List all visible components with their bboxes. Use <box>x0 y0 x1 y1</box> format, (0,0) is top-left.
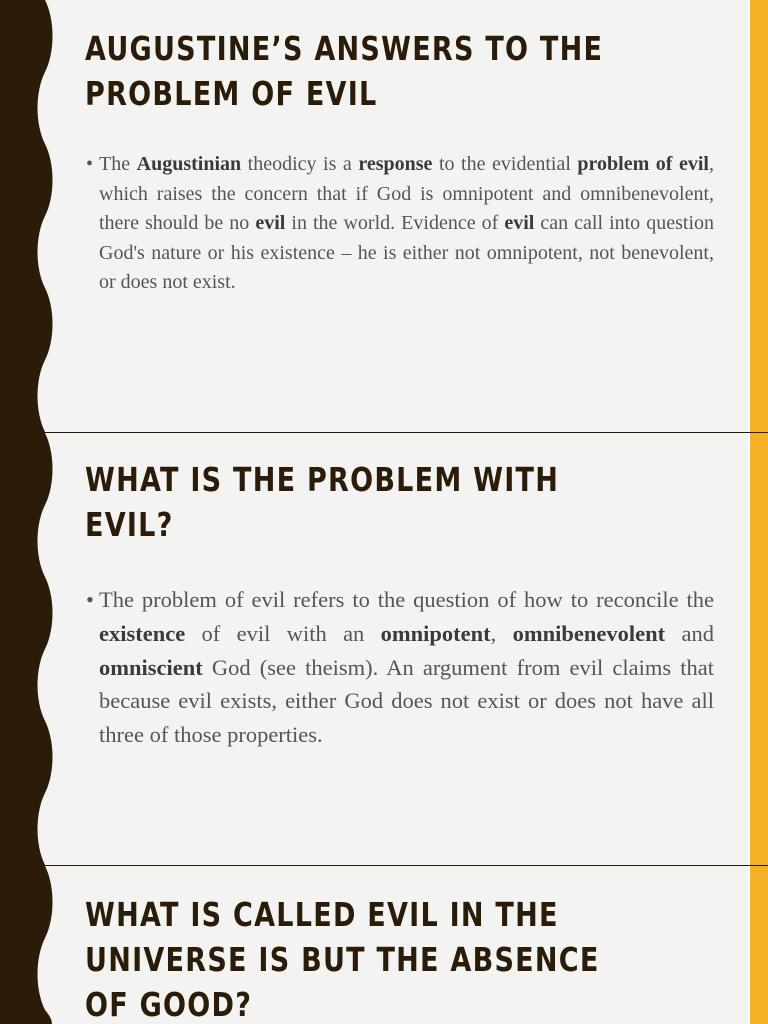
text-run: to the evidential <box>432 153 578 175</box>
accent-bar <box>748 433 768 865</box>
bold-term: evil <box>504 212 535 234</box>
slide-1 <box>0 0 768 432</box>
bullet-item <box>86 583 714 752</box>
text-run: of evil with an <box>185 620 381 646</box>
slide-title: WHAT IS THE PROBLEM WITH EVIL? <box>85 460 560 544</box>
slide-title: AUGUSTINE’S ANSWERS TO THE PROBLEM OF EVIL <box>85 29 604 113</box>
text-run: and <box>665 620 714 646</box>
slide-title: WHAT IS CALLED EVIL IN THE UNIVERSE IS BUT THE ABSENCE OF GOOD? <box>85 895 600 1024</box>
text-run: theodicy is a <box>241 153 359 175</box>
bold-term: omniscient <box>99 654 203 680</box>
wave-border <box>0 0 62 432</box>
wave-border <box>0 866 62 1024</box>
bold-term: Augustinian <box>136 153 242 175</box>
bullet-item <box>86 150 714 298</box>
accent-bar <box>748 0 768 432</box>
slide-2 <box>0 433 768 865</box>
text-run: in the world. Evidence of <box>285 212 505 234</box>
bold-term: problem of evil <box>577 153 709 175</box>
text-run: , which raises the concern that if God is omnipotent and omnibenevolent, there should be no <box>99 153 714 234</box>
bold-term: evil <box>255 212 286 234</box>
bold-term: existence <box>99 620 186 646</box>
bold-term: response <box>358 153 433 175</box>
bullet-list <box>86 583 714 752</box>
text-run: , <box>490 620 513 646</box>
text-run: God (see theism). An argument from evil claims that because evil exists, either God does not exist or does not have all three of those properties. <box>99 654 714 748</box>
slide-3 <box>0 866 768 1024</box>
accent-bar <box>748 866 768 1024</box>
text-run: The problem of evil refers to the question of how to reconcile the <box>99 587 714 612</box>
bold-term: omnipotent <box>380 620 491 646</box>
bold-term: omnibenevolent <box>512 620 666 646</box>
text-run: The <box>99 153 137 175</box>
wave-border <box>0 433 62 865</box>
bullet-list <box>86 150 714 298</box>
text-run: can call into question God's nature or his existence – he is either not omnipotent, not benevolent, or does not exist. <box>99 212 715 293</box>
